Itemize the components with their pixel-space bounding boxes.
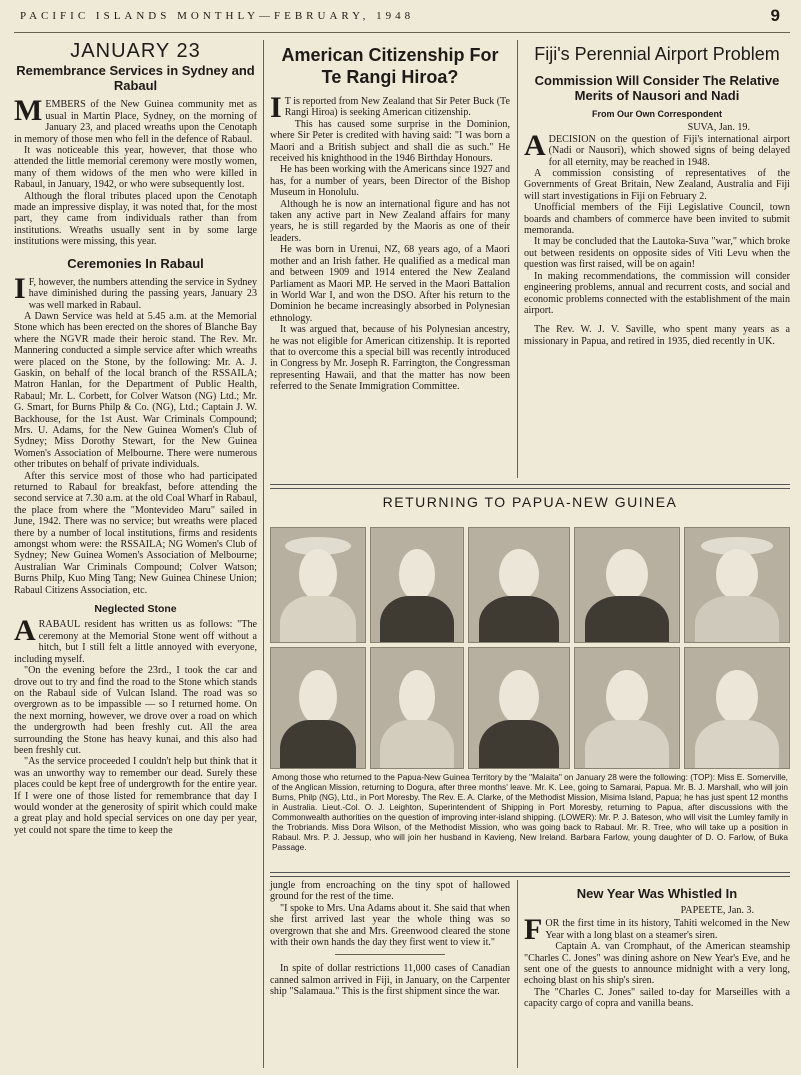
photo-caption: Among those who returned to the Papua-New Guinea Territory by the "Malaita" on January 28 were the following: (TOP): Miss E. Somerville, of the Anglican Mission, returning to Dogura, after three months' leave. Mr. K. Lee, going to Samarai, Papua. Mr. B. J. Marshall, who will join Burns, Philp (NG), Ltd., in Port Moresby. The Rev. E. A. Clarke, of the Methodist Mission, Misima Island, Papua; he has just spent 12 months in Australia. Lieut.-Col. O. J. Leighton, Superintendent of Shipping in Port Moresby, returning to Papua, after discussions with the Commonwealth authorities on the question of improving inter-island shipping. (LOWER): Mr. P. J. Bateson, who will visit the Lumley family in the Trobriands. Miss Dora Wilson, of the Methodist Mission, who was going back to Rabaul. Mr. R. Tree, who will take up a position in Rabaul. Mrs. P. J. Jessup, who will join her husband in Kavieng, New Ireland. Barbara Farlow, young daughter of D. O. Farlow, of Buka Passage. bbox=[272, 772, 788, 852]
paragraph: He was born in Urenui, NZ, 68 years ago, of a Maori mother and an Irish father. He qualified as a medical man and between 1909 and 1914 entered the New Zealand Parliament as Maori MP. He served in the Maori Battalion in World War I, and won the DSO. After his return to the Dominion he became increasingly absorbed in Polynesian ethnology. bbox=[270, 244, 510, 324]
paragraph: Although he is now an international figure and has not taken any active part in New Zealand affairs for many years, he is still regarded by the Maoris as one of their leaders. bbox=[270, 198, 510, 244]
portrait-photo bbox=[574, 527, 680, 643]
article-subtitle: Commission Will Consider The Relative Merits of Nausori and Nadi bbox=[534, 73, 780, 103]
portrait-photo bbox=[370, 527, 464, 643]
article-title: American Citizenship For Te Rangi Hiroa? bbox=[281, 45, 499, 87]
paragraph: jungle from encroaching on the tiny spot of hallowed ground for the rest of the time. bbox=[270, 880, 510, 903]
column-rule bbox=[517, 880, 518, 1068]
paragraph: He has been working with the Americans since 1927 and has, for a number of years, been Director of the Bishop Museum in Honolulu. bbox=[270, 164, 510, 199]
section-heading: Neglected Stone bbox=[94, 603, 177, 616]
paragraph: It was noticeable this year, however, that those who attended the little memorial ceremony were mostly women, many of them widows of the men who were killed in Rabaul, in January, 1942, or who were subsequently lost. bbox=[14, 145, 257, 191]
article-subtitle: Remembrance Services in Sydney and Rabaul bbox=[16, 63, 255, 94]
section-heading: Ceremonies In Rabaul bbox=[67, 255, 204, 271]
paragraph: This has caused some surprise in the Dominion, where Sir Peter is credited with having said: "I was born a Maori and a British subject and shall die as such." He received his knighthood in the 1946 Birthday Honours. bbox=[270, 118, 510, 165]
paragraph: After this service most of those who had participated returned to Rabaul for breakfast, before attending the second service at 7.30 a.m. at the old Coal Wharf in Rabaul, the place from where the "Montevideo Maru" sailed in June, 1942. There was no service; but wreaths were placed there by a number of local institutions, firms and residents amongst whom were: the RSSAILA; NG Women's Club of Sydney; New Guinea Women's Association of Melbourne; Australian War Criminals Compound; Colver Watson; Burns Philp, Kuo Ming Tang; New Guinea Chinese Union; Rabaul Citizens Association, etc. bbox=[14, 470, 257, 596]
portrait-photo bbox=[684, 647, 790, 769]
masthead-rule bbox=[14, 32, 790, 33]
paragraph: "As the service proceeded I couldn't help but think that it was an unworthy way to remember our dead. Surely these places could be kept free of undergrowth for the entire year. If I were one of those listed for remembrance that day I would wonder at the generosity of spirit which could make a great play and hold special services on one day per year, yet could not spare the time to keep the bbox=[14, 756, 257, 836]
column-january-23 bbox=[14, 40, 257, 836]
paragraph: IF, however, the numbers attending the service in Sydney have diminished during the passing years, January 23 was well marked in Rabaul. bbox=[14, 271, 257, 311]
portrait-photo bbox=[684, 527, 790, 643]
portrait-photo bbox=[468, 527, 570, 643]
column-continuation bbox=[270, 880, 510, 998]
paragraph: Unofficial members of the Fiji Legislative Council, town boards and chambers of commerce have been invited to submit memoranda. bbox=[524, 202, 790, 237]
paragraph: Captain A. van Cromphaut, of the American steamship "Charles C. Jones" was dining ashore on New Year's Eve, and he sent one of the guests to announce midnight with a very long, echoing blast on his ship's siren. bbox=[524, 941, 790, 987]
paragraph: IT is reported from New Zealand that Sir Peter Buck (Te Rangi Hiroa) is seeking American citizenship. bbox=[270, 91, 510, 124]
paragraph: In making recommendations, the commission will consider engineering problems, annual and recurrent costs, and social and economic problems connected with the establishment of the main airport. bbox=[524, 270, 790, 316]
photo-block-rule bbox=[270, 484, 790, 489]
paragraph: MEMBERS of the New Guinea community met as usual in Martin Place, Sydney, on the morning of January 23, and placed wreaths upon the Cenotaph in memory of those men who fell in the defence of Rabaul. bbox=[14, 94, 257, 145]
article-title: JANUARY 23 bbox=[70, 40, 201, 62]
portrait-photo bbox=[270, 527, 366, 643]
divider bbox=[335, 954, 445, 955]
obituary-note: The Rev. W. J. V. Saville, who spent many years as a missionary in Papua, and retired in 1935, died recently in UK. bbox=[524, 324, 790, 347]
dateline: PAPEETE, Jan. 3. bbox=[680, 905, 754, 916]
paragraph: ARABAUL resident has written us as follows: "The ceremony at the Memorial Stone went off without a hitch, but I still felt a little annoyed with everyone, including myself. bbox=[14, 614, 257, 665]
column-fiji-airport bbox=[524, 42, 790, 347]
photo-block-rule bbox=[270, 872, 790, 877]
paragraph: It was argued that, because of his Polynesian ancestry, he was not eligible for American citizenship. It is reported that to overcome this a special bill was recently introduced in Congress by Mr. Joseph R. Farrington, the Congressman representing Hawaii, and that the matter has now been referred to the Senate Immigration Committee. bbox=[270, 324, 510, 393]
paragraph: ADECISION on the question of Fiji's international airport (Nadi or Nausori), which showed signs of being delayed for all eternity, may be reached in 1948. bbox=[524, 128, 790, 168]
paragraph: A commission consisting of representatives of the Governments of Great Britain, New Zealand, Australia and Fiji will start investigations in Fiji on February 2. bbox=[524, 168, 790, 202]
article-title: Fiji's Perennial Airport Problem bbox=[534, 44, 780, 64]
dateline: SUVA, Jan. 19. bbox=[687, 122, 750, 134]
masthead-title: PACIFIC ISLANDS MONTHLY—FEBRUARY, 1948 bbox=[20, 10, 415, 22]
paragraph: "I spoke to Mrs. Una Adams about it. She said that when she first arrived last year the whole thing was so overgrown that she and Mrs. Greenwood cleared the stone with their own hands the day they first went to view it." bbox=[270, 902, 510, 949]
paragraph: The "Charles C. Jones" sailed to-day for Marseilles with a capacity cargo of copra and vanilla beans. bbox=[524, 986, 790, 1010]
column-rule bbox=[517, 40, 518, 478]
photo-block-title: RETURNING TO PAPUA-NEW GUINEA bbox=[382, 494, 678, 510]
paragraph: In spite of dollar restrictions 11,000 cases of Canadian canned salmon arrived in Fiji, in January, on the Carpenter ship "Salamaua." This is the first shipment since the war. bbox=[270, 963, 510, 998]
paragraph: A Dawn Service was held at 5.45 a.m. at the Memorial Stone which has been erected on the shores of Blanche Bay where the NGVR made their heroic stand. The Rev. Mr. Mannering conducted a simple service after which wreaths were placed on the Stone, by the following: Mr. A. J. Gaskin, on behalf of the local branch of the RSSAILA; Matron Hanlan, for the Department of Public Health, Rabaul; Mr. L. Corbett, for Colver Watson (NG) Ltd.; Mr. G. Smart, for Burns Philp & Co. (NG), Ltd.; Captain J. W. Backhouse, for the 1st Aust. War Criminals Compound; Mrs. U. Adams, for the New Guinea Women's Club of Sydney; Miss Dorothy Stewart, for the New Guinea Women's Association of Melbourne. There were numerous other tributes on behalf of private individuals. bbox=[14, 310, 257, 471]
article-title: New Year Was Whistled In bbox=[576, 886, 738, 901]
portrait-photo bbox=[468, 647, 570, 769]
page-number: 9 bbox=[770, 6, 780, 25]
portrait-photo bbox=[574, 647, 680, 769]
byline: From Our Own Correspondent bbox=[591, 109, 722, 119]
column-rule bbox=[263, 40, 264, 1068]
masthead bbox=[20, 6, 780, 32]
paragraph: FOR the first time in its history, Tahiti welcomed in the New Year with a long blast on a steamer's siren. bbox=[524, 913, 790, 947]
portrait-photo bbox=[370, 647, 464, 769]
paragraph: "On the evening before the 23rd., I took the car and drove out to try and find the road to the Stone which stands on the Rabaul side of Vulcan Island. The road was so overgrown as to be impassible — so I returned home. On the next morning, however, we drove over a road on which the undergrowth had been freshly cut. All the area surrounding the Stone has heavy kunai, and this also had been freshly cut. bbox=[14, 665, 257, 756]
paragraph: Although the floral tributes placed upon the Cenotaph made an impressive display, it was noted that, for the most part, they came from individuals rather than from institutions. Wreaths usually sent in by some large institutions were missing, this year. bbox=[14, 190, 257, 248]
column-american-citizenship bbox=[270, 42, 510, 393]
portrait-photo bbox=[270, 647, 366, 769]
photo-grid bbox=[270, 527, 790, 769]
paragraph: It may be concluded that the Lautoka-Suva "war," which broke out between residents on opposite sides of Viti Levu when the question was first raised, will be on again! bbox=[524, 236, 790, 271]
column-new-year bbox=[524, 884, 790, 1010]
